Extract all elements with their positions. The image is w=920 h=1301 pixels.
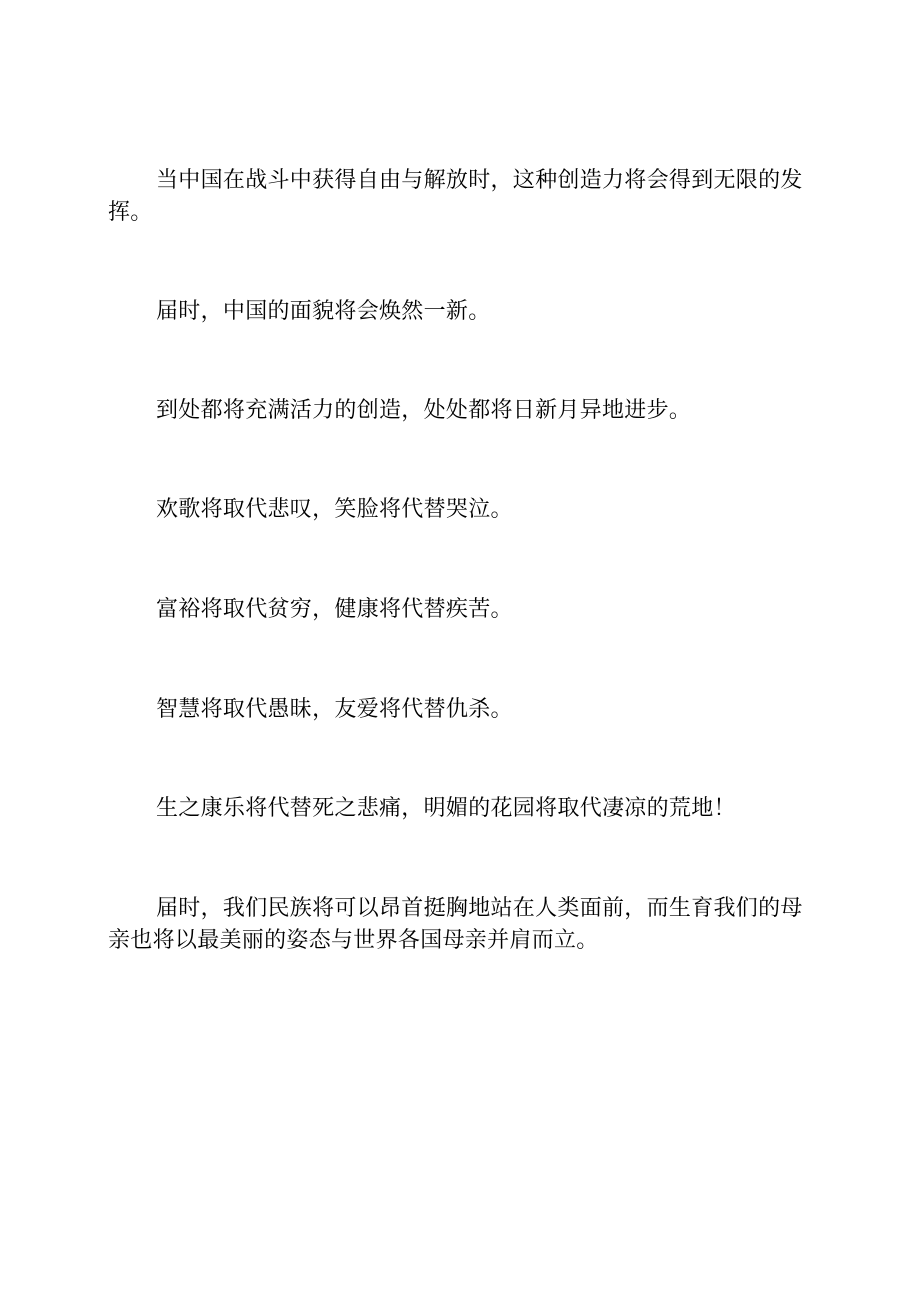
paragraph: 生之康乐将代替死之悲痛，明媚的花园将取代凄凉的荒地！ <box>156 796 736 821</box>
paragraph: 当中国在战斗中获得自由与解放时，这种创造力将会得到无限的发挥。 <box>108 168 803 225</box>
paragraph: 届时，我们民族将可以昂首挺胸地站在人类面前，而生育我们的母亲也将以最美丽的姿态与世界各国母亲并肩而立。 <box>108 896 803 953</box>
paragraph: 智慧将取代愚昧，友爱将代替仇杀。 <box>156 697 513 722</box>
paragraph: 到处都将充满活力的创造，处处都将日新月异地进步。 <box>156 398 692 423</box>
paragraph: 届时，中国的面貌将会焕然一新。 <box>156 299 491 324</box>
paragraph: 欢歌将取代悲叹，笑脸将代替哭泣。 <box>156 497 513 522</box>
paragraph: 富裕将取代贫穷，健康将代替疾苦。 <box>156 597 513 622</box>
